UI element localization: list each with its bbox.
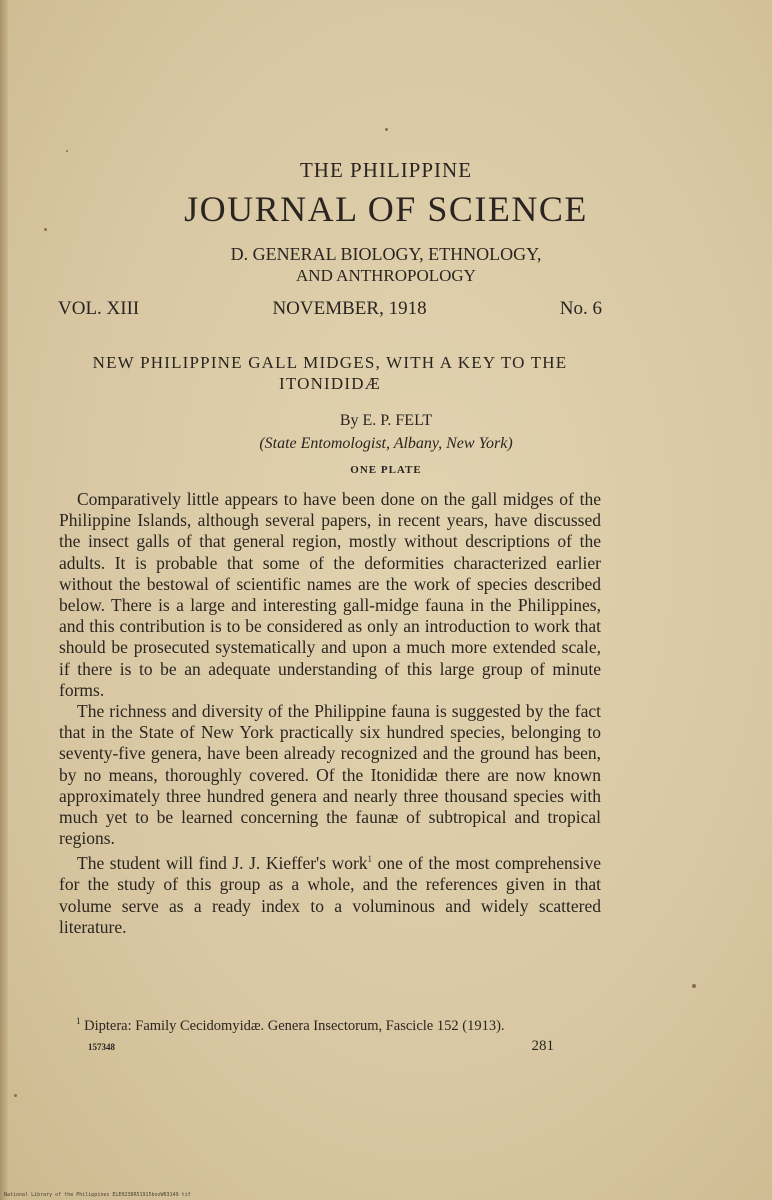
journal-name: JOURNAL OF SCIENCE bbox=[184, 189, 588, 229]
paper-speck bbox=[66, 150, 68, 152]
volume-number: VOL. XIII bbox=[58, 298, 140, 319]
paragraph-text: The student will find J. J. Kieffer's work bbox=[77, 853, 368, 874]
paper-speck bbox=[385, 128, 388, 131]
paragraph: The richness and diversity of the Philippine fauna is suggested by the fact that in the State of New York practically six hundred species, belonging to seventy-five genera, have been already recognized and the ground has been, by no means, thoroughly covered. Of the Itonididæ there are now known approximately three hundred genera and nearly three thousand species with much yet to be learned concerning the faunæ of subtropical and tropical regions. bbox=[59, 701, 601, 849]
archive-stamp: National Library of the Philippines ELE0238R51915bozW03149 tif bbox=[4, 1192, 191, 1198]
section-title-line2: AND ANTHROPOLOGY bbox=[296, 266, 476, 285]
footnote bbox=[76, 1016, 612, 1035]
article-author: By E. P. FELT bbox=[339, 412, 433, 429]
issue-number: No. 6 bbox=[559, 298, 602, 319]
page-footer bbox=[88, 1038, 554, 1055]
section-title-line1: D. GENERAL BIOLOGY, ETHNOLOGY, bbox=[230, 244, 542, 264]
plate-note: ONE PLATE bbox=[350, 464, 422, 476]
footnote-text: Diptera: Family Cecidomyidæ. Genera Insectorum, Fascicle 152 (1913). bbox=[80, 1017, 505, 1034]
author-affiliation: (State Entomologist, Albany, New York) bbox=[259, 435, 513, 452]
paper-speck bbox=[692, 984, 696, 988]
footnote-reference: 1 bbox=[367, 854, 373, 865]
page-number: 281 bbox=[531, 1038, 554, 1054]
paragraph-text: one of the most comprehensive for the study of this group as a whole, and the references given in that volume serve as a ready index to a voluminous and widely scattered literature. bbox=[59, 853, 601, 937]
paper-speck bbox=[14, 1094, 17, 1097]
issue-date: NOVEMBER, 1918 bbox=[272, 298, 427, 319]
article-title: NEW PHILIPPINE GALL MIDGES, WITH A KEY TO THE ITONIDIDÆ bbox=[92, 353, 568, 393]
article-body bbox=[59, 489, 601, 938]
journal-top-title: THE PHILIPPINE bbox=[299, 158, 473, 182]
volume-line bbox=[58, 298, 602, 320]
paragraph: Comparatively little appears to have been done on the gall midges of the Philippine Islands, although several papers, in recent years, have discussed the insect galls of that general region, mostly without descriptions of the adults. It is probable that some of the deformities characterized earlier without the bestowal of scientific names are the work of species described below. There is a large and interesting gall-midge fauna in the Philippines, and this contribution is to be considered as only an introduction to work that should be prosecuted systematically and upon a much more extended scale, if there is to be an adequate understanding of this large group of minute forms. bbox=[59, 489, 601, 700]
paragraph bbox=[59, 849, 601, 938]
footnote-marker: 1 bbox=[76, 1016, 81, 1026]
print-code: 157348 bbox=[88, 1042, 115, 1052]
